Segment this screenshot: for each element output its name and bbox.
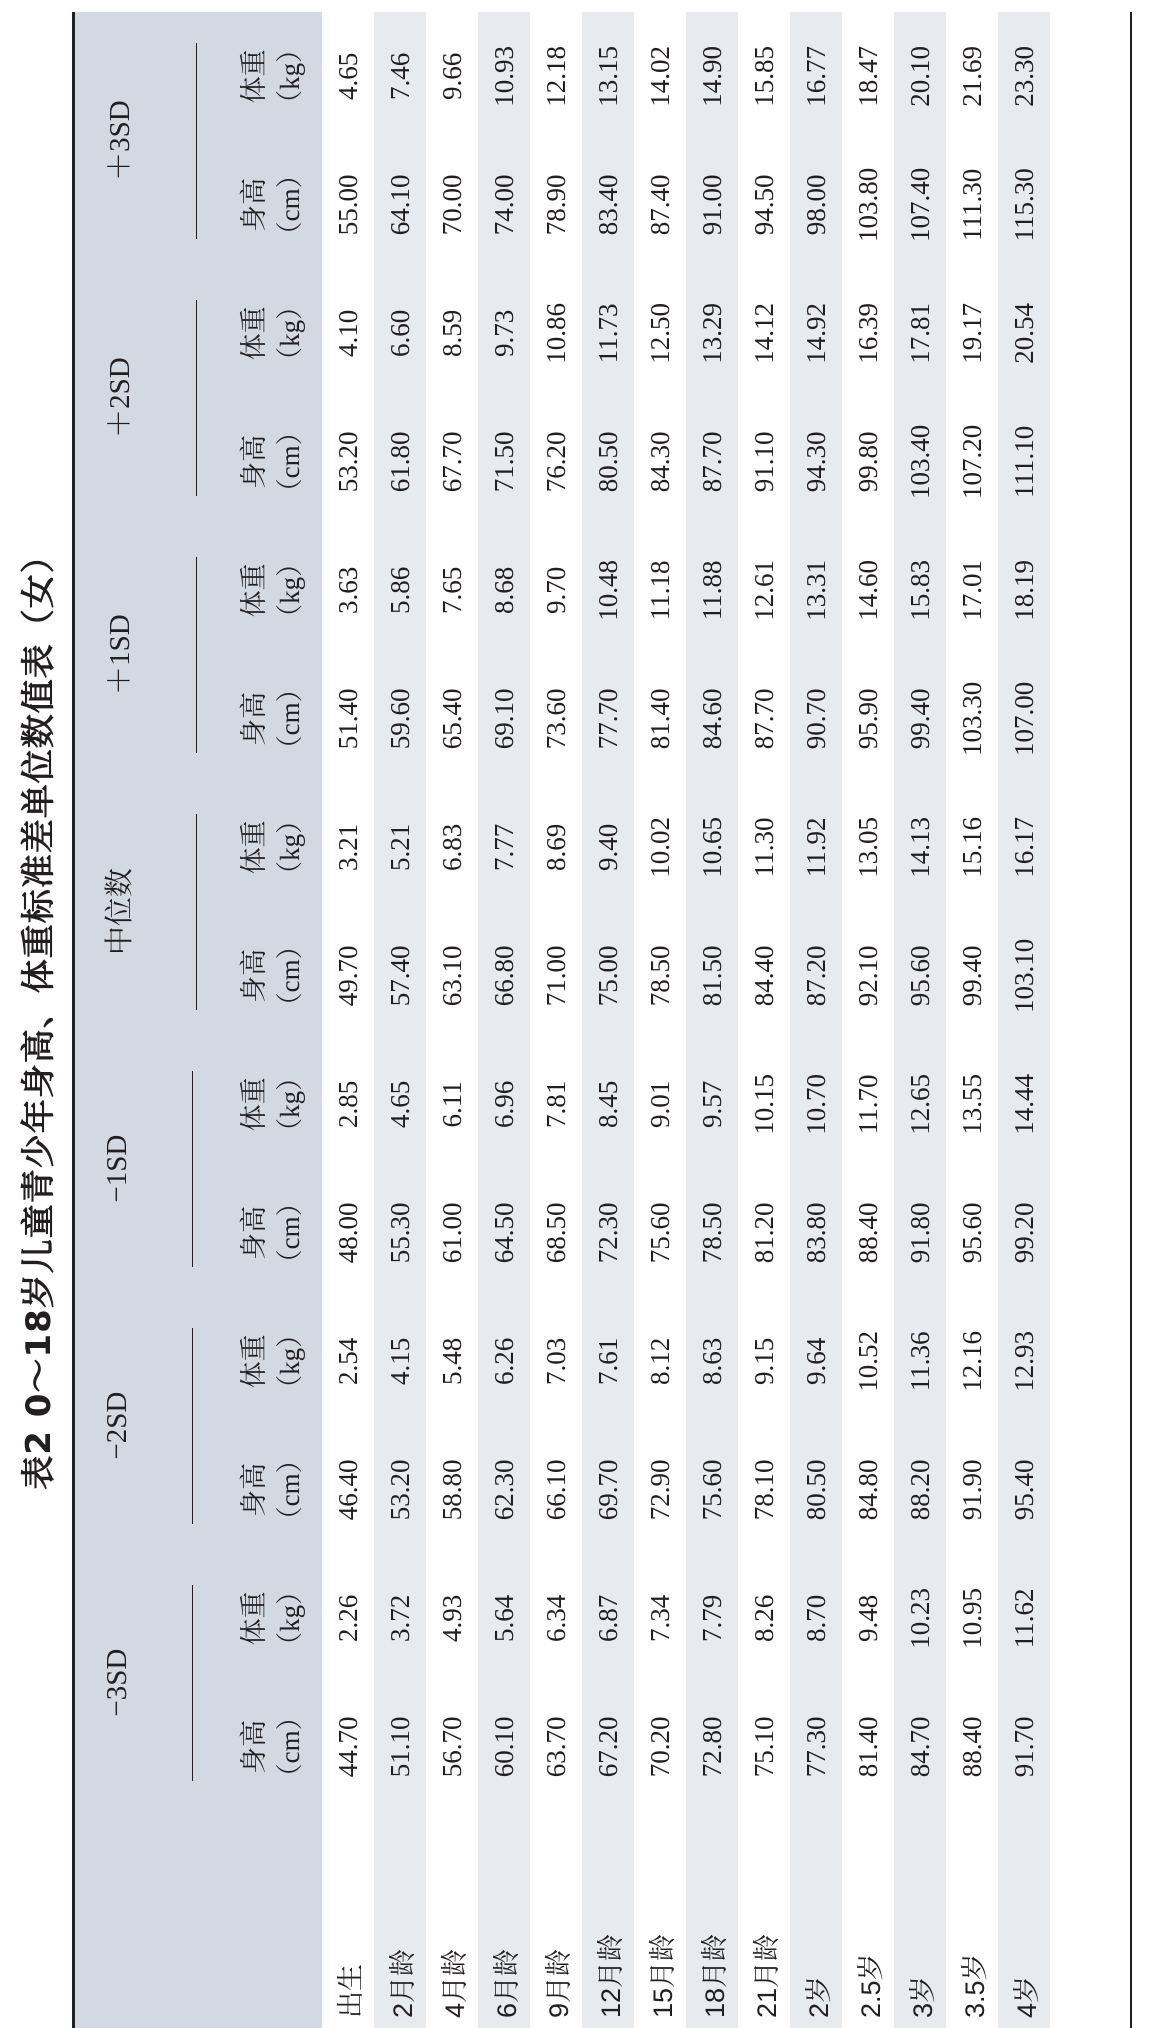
height-value-cell: 57.40 (374, 912, 426, 1041)
height-value-cell: 51.10 (374, 1683, 426, 1812)
height-value-cell: 84.70 (894, 1683, 946, 1812)
weight-value-cell: 10.95 (956, 1588, 987, 1649)
height-value-cell: 77.30 (790, 1683, 842, 1812)
height-value-cell: 61.00 (436, 1202, 467, 1264)
height-value-cell: 73.60 (540, 688, 571, 750)
height-value-cell: 59.60 (374, 655, 426, 784)
age-cell: 出生 (335, 1964, 366, 2018)
height-subheader (222, 912, 322, 1041)
table-row (426, 12, 478, 2028)
height-value-cell: 87.40 (644, 174, 675, 236)
weight-value-cell: 5.64 (478, 1554, 530, 1683)
age-cell: 15月龄 (647, 1933, 678, 2018)
weight-value-cell: 21.69 (956, 45, 987, 107)
weight-label: 体重 (238, 1334, 269, 1389)
weight-value-cell: 6.26 (478, 1297, 530, 1426)
height-value-cell: 71.50 (478, 398, 530, 527)
height-value-cell: 78.50 (686, 1169, 738, 1298)
weight-value-cell: 5.48 (436, 1337, 467, 1386)
height-value-cell: 55.00 (332, 174, 363, 236)
weight-value-cell: 17.81 (894, 269, 946, 398)
height-value-cell: 95.40 (998, 1426, 1050, 1555)
table-row (998, 12, 1050, 2028)
weight-value-cell: 9.70 (540, 566, 571, 615)
height-label: 身高 (238, 1205, 269, 1260)
weight-value-cell: 11.30 (748, 817, 779, 878)
weight-subheader (222, 526, 322, 655)
weight-value-cell: 3.63 (332, 566, 363, 615)
weight-value-cell: 13.31 (790, 526, 842, 655)
height-value-cell: 75.60 (686, 1426, 738, 1555)
height-value-cell: 83.40 (582, 141, 634, 270)
weight-value-cell: 12.93 (998, 1297, 1050, 1426)
group-underline (192, 1585, 193, 1781)
height-value-cell: 83.80 (790, 1169, 842, 1298)
group-header-row (72, 12, 222, 2028)
table-row (894, 12, 946, 2028)
height-value-cell: 107.00 (998, 655, 1050, 784)
weight-value-cell: 11.73 (582, 269, 634, 398)
height-value-cell: 90.70 (790, 655, 842, 784)
weight-value-cell: 8.12 (644, 1337, 675, 1386)
weight-value-cell: 10.02 (644, 817, 675, 878)
height-value-cell: 76.20 (540, 431, 571, 493)
weight-subheader (222, 269, 322, 398)
table-row (738, 12, 790, 2028)
height-value-cell: 91.10 (748, 431, 779, 493)
height-value-cell: 64.50 (478, 1169, 530, 1298)
weight-value-cell: 16.39 (852, 303, 883, 364)
group-header-plus2sd (72, 269, 222, 526)
weight-value-cell: 15.83 (894, 526, 946, 655)
height-value-cell: 69.10 (478, 655, 530, 784)
height-value-cell: 88.40 (852, 1202, 883, 1264)
weight-value-cell: 4.15 (374, 1297, 426, 1426)
height-subheader (222, 398, 322, 527)
weight-value-cell: 13.15 (582, 12, 634, 141)
weight-value-cell: 9.40 (582, 783, 634, 912)
height-value-cell: 75.10 (748, 1716, 779, 1778)
height-value-cell: 87.20 (790, 912, 842, 1041)
weight-label: 体重 (238, 306, 269, 361)
table-row (842, 12, 894, 2028)
height-value-cell: 67.70 (436, 431, 467, 493)
height-value-cell: 80.50 (790, 1426, 842, 1555)
weight-value-cell: 11.88 (686, 526, 738, 655)
weight-value-cell: 10.48 (582, 526, 634, 655)
height-value-cell: 107.20 (956, 424, 987, 500)
height-unit: （cm） (275, 675, 305, 763)
table-row (582, 12, 634, 2028)
weight-value-cell: 15.85 (748, 45, 779, 107)
group-header-label: −2SD (101, 1391, 133, 1460)
weight-value-cell: 7.65 (436, 566, 467, 615)
height-value-cell: 78.50 (644, 945, 675, 1007)
weight-unit: （kg） (275, 1320, 305, 1402)
group-underline (192, 1071, 193, 1267)
height-value-cell: 94.30 (790, 398, 842, 527)
weight-unit: （kg） (275, 292, 305, 374)
height-value-cell: 64.10 (374, 141, 426, 270)
group-header-label: −1SD (101, 1134, 133, 1203)
weight-label: 体重 (238, 563, 269, 618)
table-row (790, 12, 842, 2028)
weight-value-cell: 8.68 (478, 526, 530, 655)
sub-header-row (222, 12, 322, 2028)
weight-value-cell: 6.60 (374, 269, 426, 398)
weight-value-cell: 10.15 (748, 1074, 779, 1135)
height-value-cell: 99.80 (852, 431, 883, 493)
height-label: 身高 (238, 948, 269, 1003)
height-value-cell: 71.00 (540, 945, 571, 1007)
weight-value-cell: 2.54 (332, 1337, 363, 1386)
weight-value-cell: 7.46 (374, 12, 426, 141)
height-value-cell: 75.00 (582, 912, 634, 1041)
group-header-plus1sd (72, 526, 222, 783)
height-value-cell: 75.60 (644, 1202, 675, 1264)
group-header-label: −3SD (101, 1648, 133, 1717)
height-unit: （cm） (275, 1703, 305, 1791)
weight-value-cell: 10.52 (852, 1331, 883, 1392)
height-value-cell: 58.80 (436, 1459, 467, 1521)
group-header-minus3sd (72, 1554, 222, 1811)
weight-value-cell: 7.61 (582, 1297, 634, 1426)
weight-value-cell: 18.19 (998, 526, 1050, 655)
height-subheader (222, 1683, 322, 1812)
age-header-cell (72, 1811, 222, 2028)
age-cell: 4岁 (998, 1811, 1050, 2028)
weight-unit: （kg） (275, 1577, 305, 1659)
group-header-label: ＋3SD (104, 100, 136, 181)
table-body (322, 12, 1050, 2028)
data-table (72, 12, 1132, 2028)
weight-value-cell: 13.29 (686, 269, 738, 398)
height-value-cell: 78.10 (748, 1459, 779, 1521)
weight-value-cell: 14.90 (686, 12, 738, 141)
weight-subheader (222, 1040, 322, 1169)
weight-subheader (222, 1554, 322, 1683)
weight-value-cell: 10.93 (478, 12, 530, 141)
height-value-cell: 72.90 (644, 1459, 675, 1521)
weight-unit: （kg） (275, 806, 305, 888)
height-value-cell: 78.90 (540, 174, 571, 236)
weight-value-cell: 8.45 (582, 1040, 634, 1169)
weight-value-cell: 4.65 (332, 52, 363, 100)
weight-value-cell: 7.03 (540, 1337, 571, 1386)
weight-value-cell: 6.34 (540, 1594, 571, 1643)
weight-value-cell: 10.70 (790, 1040, 842, 1169)
age-cell: 4月龄 (439, 1948, 470, 2018)
height-value-cell: 51.40 (332, 688, 363, 750)
weight-unit: （kg） (275, 1063, 305, 1145)
height-value-cell: 72.80 (686, 1683, 738, 1812)
weight-value-cell: 16.77 (790, 12, 842, 141)
height-value-cell: 81.50 (686, 912, 738, 1041)
table-row (322, 12, 374, 2028)
height-value-cell: 60.10 (478, 1683, 530, 1812)
height-value-cell: 99.20 (998, 1169, 1050, 1298)
age-cell: 12月龄 (582, 1811, 634, 2028)
height-value-cell: 55.30 (374, 1169, 426, 1298)
height-value-cell: 62.30 (478, 1426, 530, 1555)
weight-value-cell: 2.85 (332, 1080, 363, 1129)
weight-value-cell: 13.05 (852, 817, 883, 878)
height-unit: （cm） (275, 932, 305, 1020)
height-value-cell: 99.40 (956, 945, 987, 1007)
height-value-cell: 77.70 (582, 655, 634, 784)
height-value-cell: 87.70 (748, 688, 779, 750)
weight-value-cell: 12.16 (956, 1331, 987, 1392)
weight-value-cell: 11.92 (790, 783, 842, 912)
height-value-cell: 88.20 (894, 1426, 946, 1555)
weight-value-cell: 20.54 (998, 269, 1050, 398)
height-label: 身高 (238, 691, 269, 746)
height-value-cell: 66.80 (478, 912, 530, 1041)
height-value-cell: 84.80 (852, 1459, 883, 1521)
weight-subheader (222, 12, 322, 141)
weight-value-cell: 3.72 (374, 1554, 426, 1683)
group-header-label: 中位数 (104, 868, 136, 956)
height-subheader (222, 1169, 322, 1298)
group-header-label: ＋2SD (104, 357, 136, 438)
table-bottom-rule (1130, 12, 1132, 2028)
weight-label: 体重 (238, 1077, 269, 1132)
height-value-cell: 46.40 (332, 1459, 363, 1521)
weight-value-cell: 4.93 (436, 1594, 467, 1643)
height-unit: （cm） (275, 418, 305, 506)
weight-value-cell: 10.23 (894, 1554, 946, 1683)
height-value-cell: 69.70 (582, 1426, 634, 1555)
height-label: 身高 (238, 1719, 269, 1774)
weight-value-cell: 5.21 (374, 783, 426, 912)
weight-value-cell: 14.92 (790, 269, 842, 398)
weight-value-cell: 19.17 (956, 303, 987, 364)
weight-value-cell: 23.30 (998, 12, 1050, 141)
height-value-cell: 111.30 (956, 168, 987, 242)
height-value-cell: 88.40 (956, 1716, 987, 1778)
weight-value-cell: 8.69 (540, 823, 571, 872)
weight-value-cell: 11.18 (644, 560, 675, 621)
table-row (530, 12, 582, 2028)
height-value-cell: 53.20 (332, 431, 363, 493)
weight-value-cell: 15.16 (956, 817, 987, 878)
height-subheader (222, 1426, 322, 1555)
height-value-cell: 81.40 (852, 1716, 883, 1778)
height-value-cell: 99.40 (894, 655, 946, 784)
weight-value-cell: 7.77 (478, 783, 530, 912)
age-subheader-cell (222, 1811, 322, 2028)
weight-value-cell: 20.10 (894, 12, 946, 141)
weight-value-cell: 14.13 (894, 783, 946, 912)
weight-value-cell: 17.01 (956, 560, 987, 621)
height-value-cell: 103.80 (852, 167, 883, 243)
height-value-cell: 91.80 (894, 1169, 946, 1298)
height-value-cell: 49.70 (332, 945, 363, 1007)
height-value-cell: 98.00 (790, 141, 842, 270)
weight-value-cell: 7.79 (686, 1554, 738, 1683)
weight-unit: （kg） (275, 35, 305, 117)
weight-value-cell: 4.65 (374, 1040, 426, 1169)
age-cell: 18月龄 (686, 1811, 738, 2028)
weight-value-cell: 8.63 (686, 1297, 738, 1426)
weight-value-cell: 6.96 (478, 1040, 530, 1169)
height-value-cell: 95.90 (852, 688, 883, 750)
group-underline (192, 1328, 193, 1524)
group-header-plus3sd (72, 12, 222, 269)
weight-value-cell: 11.62 (998, 1554, 1050, 1683)
height-value-cell: 91.70 (998, 1683, 1050, 1812)
height-value-cell: 95.60 (894, 912, 946, 1041)
height-value-cell: 70.20 (644, 1716, 675, 1778)
weight-value-cell: 8.59 (436, 309, 467, 358)
weight-value-cell: 9.01 (644, 1080, 675, 1129)
height-label: 身高 (238, 177, 269, 232)
growth-table (72, 12, 1050, 2028)
weight-value-cell: 16.17 (998, 783, 1050, 912)
table-title: 表2 0～18岁儿童青少年身高、体重标准差单位数值表（女） (18, 538, 59, 1490)
height-value-cell: 103.30 (956, 681, 987, 757)
height-value-cell: 81.20 (748, 1202, 779, 1264)
weight-value-cell: 4.10 (332, 309, 363, 358)
table-top-rule (72, 12, 75, 2028)
height-value-cell: 74.00 (478, 141, 530, 270)
group-header-minus2sd (72, 1297, 222, 1554)
weight-label: 体重 (238, 1591, 269, 1646)
age-cell: 6月龄 (478, 1811, 530, 2028)
age-cell: 2岁 (790, 1811, 842, 2028)
weight-value-cell: 9.15 (748, 1337, 779, 1386)
height-value-cell: 66.10 (540, 1459, 571, 1521)
height-value-cell: 84.30 (644, 431, 675, 493)
height-value-cell: 87.70 (686, 398, 738, 527)
weight-value-cell: 5.86 (374, 526, 426, 655)
weight-value-cell: 12.61 (748, 560, 779, 621)
height-value-cell: 95.60 (956, 1202, 987, 1264)
height-value-cell: 91.90 (956, 1459, 987, 1521)
height-value-cell: 65.40 (436, 688, 467, 750)
weight-value-cell: 11.36 (894, 1297, 946, 1426)
height-value-cell: 70.00 (436, 174, 467, 236)
age-cell: 3岁 (894, 1811, 946, 2028)
group-header-median (72, 783, 222, 1040)
weight-value-cell: 9.48 (852, 1594, 883, 1643)
height-value-cell: 103.10 (998, 912, 1050, 1041)
group-underline (196, 43, 197, 239)
height-value-cell: 56.70 (436, 1716, 467, 1778)
weight-label: 体重 (238, 820, 269, 875)
group-underline (196, 300, 197, 496)
age-cell: 3.5岁 (959, 1953, 990, 2018)
height-value-cell: 61.80 (374, 398, 426, 527)
age-cell: 2.5岁 (855, 1953, 886, 2018)
height-value-cell: 115.30 (998, 141, 1050, 270)
height-value-cell: 107.40 (894, 141, 946, 270)
weight-value-cell: 10.86 (540, 303, 571, 364)
weight-value-cell: 14.12 (748, 303, 779, 364)
height-value-cell: 63.10 (436, 945, 467, 1007)
height-value-cell: 91.00 (686, 141, 738, 270)
weight-label: 体重 (238, 49, 269, 104)
height-subheader (222, 655, 322, 784)
group-underline (196, 814, 197, 1010)
weight-value-cell: 2.26 (332, 1594, 363, 1643)
weight-value-cell: 6.87 (582, 1554, 634, 1683)
weight-unit: （kg） (275, 549, 305, 631)
height-value-cell: 84.40 (748, 945, 779, 1007)
age-cell: 9月龄 (543, 1948, 574, 2018)
height-value-cell: 94.50 (748, 174, 779, 236)
weight-value-cell: 9.57 (686, 1040, 738, 1169)
height-value-cell: 68.50 (540, 1202, 571, 1264)
height-value-cell: 81.40 (644, 688, 675, 750)
weight-value-cell: 10.65 (686, 783, 738, 912)
table-row (478, 12, 530, 2028)
weight-value-cell: 8.26 (748, 1594, 779, 1643)
weight-value-cell: 18.47 (852, 45, 883, 107)
height-value-cell: 53.20 (374, 1426, 426, 1555)
weight-subheader (222, 1297, 322, 1426)
weight-value-cell: 8.70 (790, 1554, 842, 1683)
table-row (686, 12, 738, 2028)
height-value-cell: 44.70 (332, 1716, 363, 1778)
weight-value-cell: 14.02 (644, 45, 675, 107)
weight-subheader (222, 783, 322, 912)
weight-value-cell: 12.18 (540, 45, 571, 107)
weight-value-cell: 11.70 (852, 1074, 883, 1135)
height-value-cell: 63.70 (540, 1716, 571, 1778)
height-unit: （cm） (275, 1189, 305, 1277)
weight-value-cell: 12.50 (644, 303, 675, 364)
weight-value-cell: 14.60 (852, 560, 883, 621)
weight-value-cell: 6.83 (436, 823, 467, 872)
group-header-label: ＋1SD (104, 614, 136, 695)
height-unit: （cm） (275, 1446, 305, 1534)
table-row (634, 12, 686, 2028)
weight-value-cell: 6.11 (436, 1081, 467, 1128)
group-header-minus1sd (72, 1040, 222, 1297)
weight-value-cell: 9.66 (436, 52, 467, 100)
weight-value-cell: 13.55 (956, 1074, 987, 1135)
weight-value-cell: 7.34 (644, 1594, 675, 1643)
height-value-cell: 80.50 (582, 398, 634, 527)
weight-value-cell: 9.64 (790, 1297, 842, 1426)
weight-value-cell: 3.21 (332, 823, 363, 872)
height-value-cell: 92.10 (852, 945, 883, 1007)
height-value-cell: 111.10 (998, 398, 1050, 527)
height-value-cell: 84.60 (686, 655, 738, 784)
table-row (374, 12, 426, 2028)
height-subheader (222, 141, 322, 270)
weight-value-cell: 12.65 (894, 1040, 946, 1169)
age-cell: 21月龄 (751, 1933, 782, 2018)
table-row (946, 12, 998, 2028)
height-unit: （cm） (275, 161, 305, 249)
weight-value-cell: 7.81 (540, 1080, 571, 1129)
group-underline (196, 557, 197, 753)
height-value-cell: 72.30 (582, 1169, 634, 1298)
height-value-cell: 67.20 (582, 1683, 634, 1812)
height-value-cell: 103.40 (894, 398, 946, 527)
weight-value-cell: 14.44 (998, 1040, 1050, 1169)
weight-value-cell: 9.73 (478, 269, 530, 398)
height-value-cell: 48.00 (332, 1202, 363, 1264)
age-cell: 2月龄 (374, 1811, 426, 2028)
height-label: 身高 (238, 1462, 269, 1517)
height-label: 身高 (238, 434, 269, 489)
